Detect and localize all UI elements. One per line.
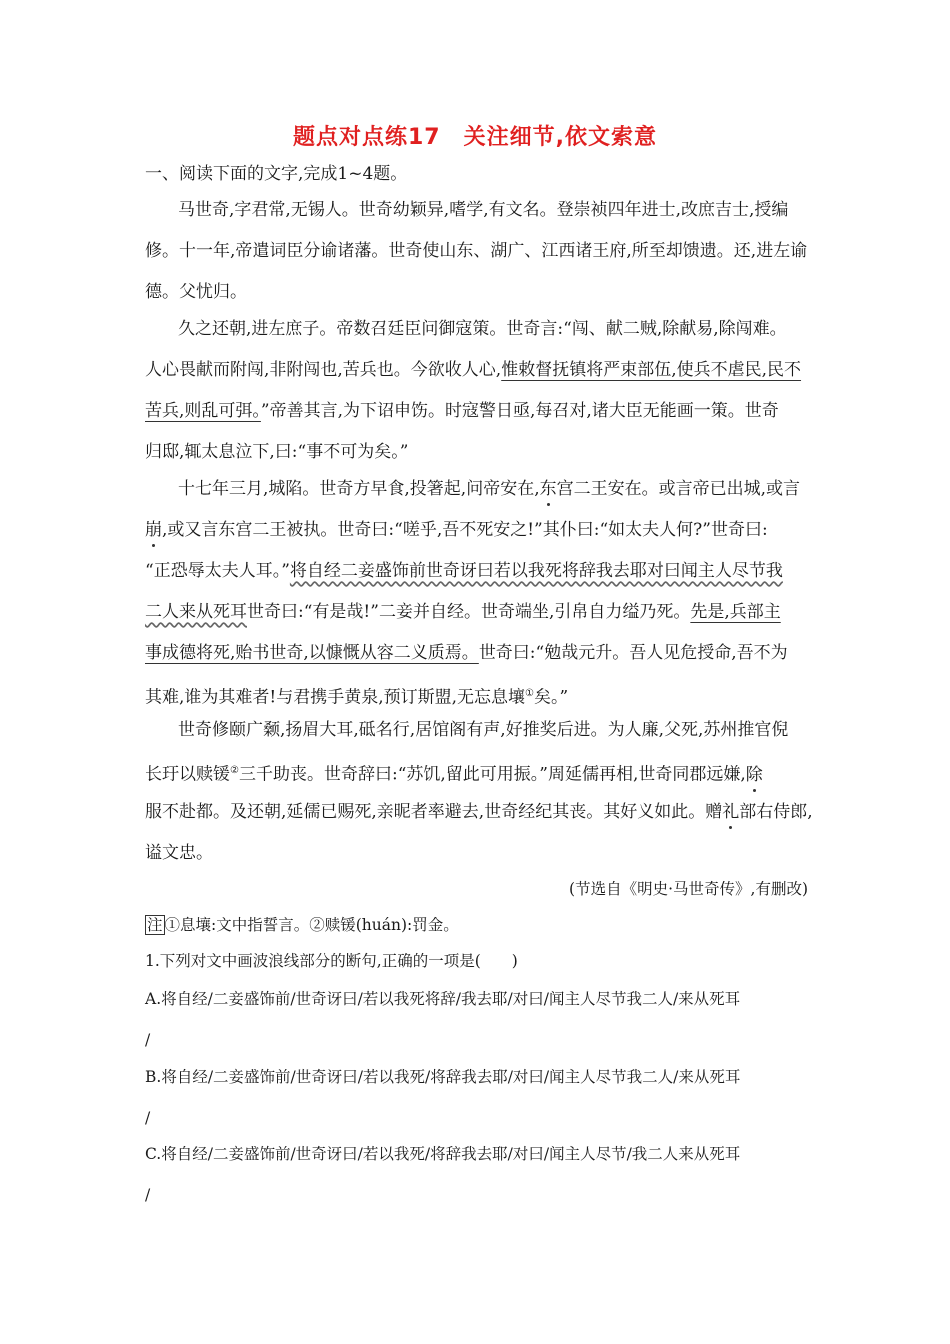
- text-span: 其难,谁为其难者!与君携手黄泉,预订斯盟,无忘息壤: [145, 687, 526, 708]
- dotted-char: 崩: [145, 520, 162, 540]
- passage-p2-line1: 久之还朝,进左庶子。帝数召廷臣问御寇策。世奇言:“闯、献二贼,除献易,除闯难。: [178, 319, 787, 339]
- text-span: 人心畏献而附闯,非附闯也,苦兵也。今欲收人心,: [145, 360, 502, 380]
- option-a-continuation: /: [145, 1031, 151, 1049]
- text-span: “正恐辱太夫人耳。”: [145, 561, 290, 581]
- passage-p3-line3: [145, 560, 783, 582]
- question-1-option-c: C.将自经/二妾盛饰前/世奇讶曰/若以我死/将辞我去耶/对曰/闻主人尽节/我二人来从死耳: [145, 1145, 741, 1163]
- dotted-char: 礼: [722, 802, 740, 822]
- passage-p2-line4: 归邸,辄太息泣下,曰:“事不可为矣。”: [145, 442, 409, 462]
- passage-p4-line4: 谥文忠。: [145, 843, 213, 863]
- dotted-char: 东: [539, 479, 557, 499]
- intro-instruction: 一、阅读下面的文字,完成1~4题。: [145, 164, 408, 184]
- text-span: 矣。”: [534, 687, 569, 708]
- underlined-sentence: 苦兵,则乱可弭。: [145, 401, 261, 421]
- text-span: ”帝善其言,为下诏申饬。时寇警日亟,每召对,诸大臣无能画一策。世奇: [260, 401, 779, 421]
- passage-p4-line3: [145, 801, 813, 823]
- underlined-sentence: 先是,兵部主: [690, 602, 781, 622]
- passage-p1-line3: 德。父忧归。: [145, 282, 247, 302]
- passage-p4-line1: 世奇修颐广颡,扬眉大耳,砥名行,居馆阁有声,好推奖后进。为人廉,父死,苏州推官倪: [178, 720, 789, 740]
- option-b-continuation: /: [145, 1109, 151, 1127]
- text-span: 十七年三月,城陷。世奇方早食,投箸起,问帝安在,: [178, 479, 540, 499]
- passage-p1-line2: 修。十一年,帝遣词臣分谕诸藩。世奇使山东、湖广、江西诸王府,所至却馈遗。还,进左谕: [145, 241, 808, 261]
- text-span: 世奇曰:“勉哉元升。吾人见危授命,吾不为: [478, 643, 788, 663]
- passage-p4-line2: [145, 760, 763, 786]
- text-span: 世奇曰:“有是哉!”二妾并自经。世奇端坐,引帛自力缢乃死。: [247, 602, 691, 622]
- passage-p3-line6: [145, 683, 568, 709]
- text-span: 部右侍郎,: [739, 802, 813, 822]
- text-span: 服不赴都。及还朝,延儒已赐死,亲昵者率避去,世奇经纪其丧。其好义如此。赠: [145, 802, 723, 822]
- note-label: 注: [147, 916, 163, 934]
- wavy-underlined-text: 将自经二妾盛饰前世奇讶曰若以我死将辞我去耶对曰闻主人尽节我: [289, 561, 783, 581]
- note-text: ①息壤:文中指誓言。②赎锾(huán):罚金。: [164, 916, 459, 934]
- text-span: 长玗以赎锾: [145, 764, 230, 785]
- text-span: 三千助丧。世奇辞曰:“苏饥,留此可用振。”周延儒再相,世奇同郡远嫌,: [238, 764, 746, 785]
- underlined-sentence: 事成德将死,贻书世奇,以慷慨从容二义质焉。: [145, 643, 479, 663]
- footnotes: [145, 914, 459, 936]
- question-1-option-a: A.将自经/二妾盛饰前/世奇讶曰/若以我死将辞/我去耶/对曰/闻主人尽节我二人/来从死耳: [145, 990, 741, 1008]
- option-c-continuation: /: [145, 1186, 151, 1204]
- passage-p3-line5: [145, 642, 788, 664]
- wavy-underlined-text: 二人来从死耳: [145, 602, 247, 622]
- passage-p1-line1: 马世奇,字君常,无锡人。世奇幼颖异,嗜学,有文名。登崇祯四年进士,改庶吉士,授编: [178, 200, 789, 220]
- passage-p2-line2: [145, 359, 801, 381]
- page-title: 题点对点练17 关注细节,依文索意: [293, 125, 657, 150]
- passage-p2-line3: [145, 400, 779, 422]
- question-1-option-b: B.将自经/二妾盛饰前/世奇讶曰/若以我死/将辞我去耶/对曰/闻主人尽节我二人/来从死耳: [145, 1068, 741, 1086]
- text-span: 宫二王安在。或言帝已出城,或言: [556, 479, 801, 499]
- text-span: ,或又言东宫二王被执。世奇曰:“嗟乎,吾不死安之!”其仆曰:“如太夫人何?”世奇曰:: [162, 520, 768, 540]
- passage-p3-line2: [145, 519, 768, 541]
- passage-p3-line1: [178, 478, 800, 500]
- dotted-char: 除: [745, 764, 763, 785]
- question-1-stem: 1.下列对文中画波浪线部分的断句,正确的一项是( ): [145, 952, 518, 970]
- passage-p3-line4: [145, 601, 781, 623]
- underlined-sentence: 惟敕督抚镇将严束部伍,使兵不虐民,民不: [501, 360, 802, 380]
- footnote-marker: ①: [525, 688, 535, 699]
- footnote-marker: ②: [230, 765, 239, 776]
- source-citation: (节选自《明史·马世奇传》,有删改): [569, 880, 808, 898]
